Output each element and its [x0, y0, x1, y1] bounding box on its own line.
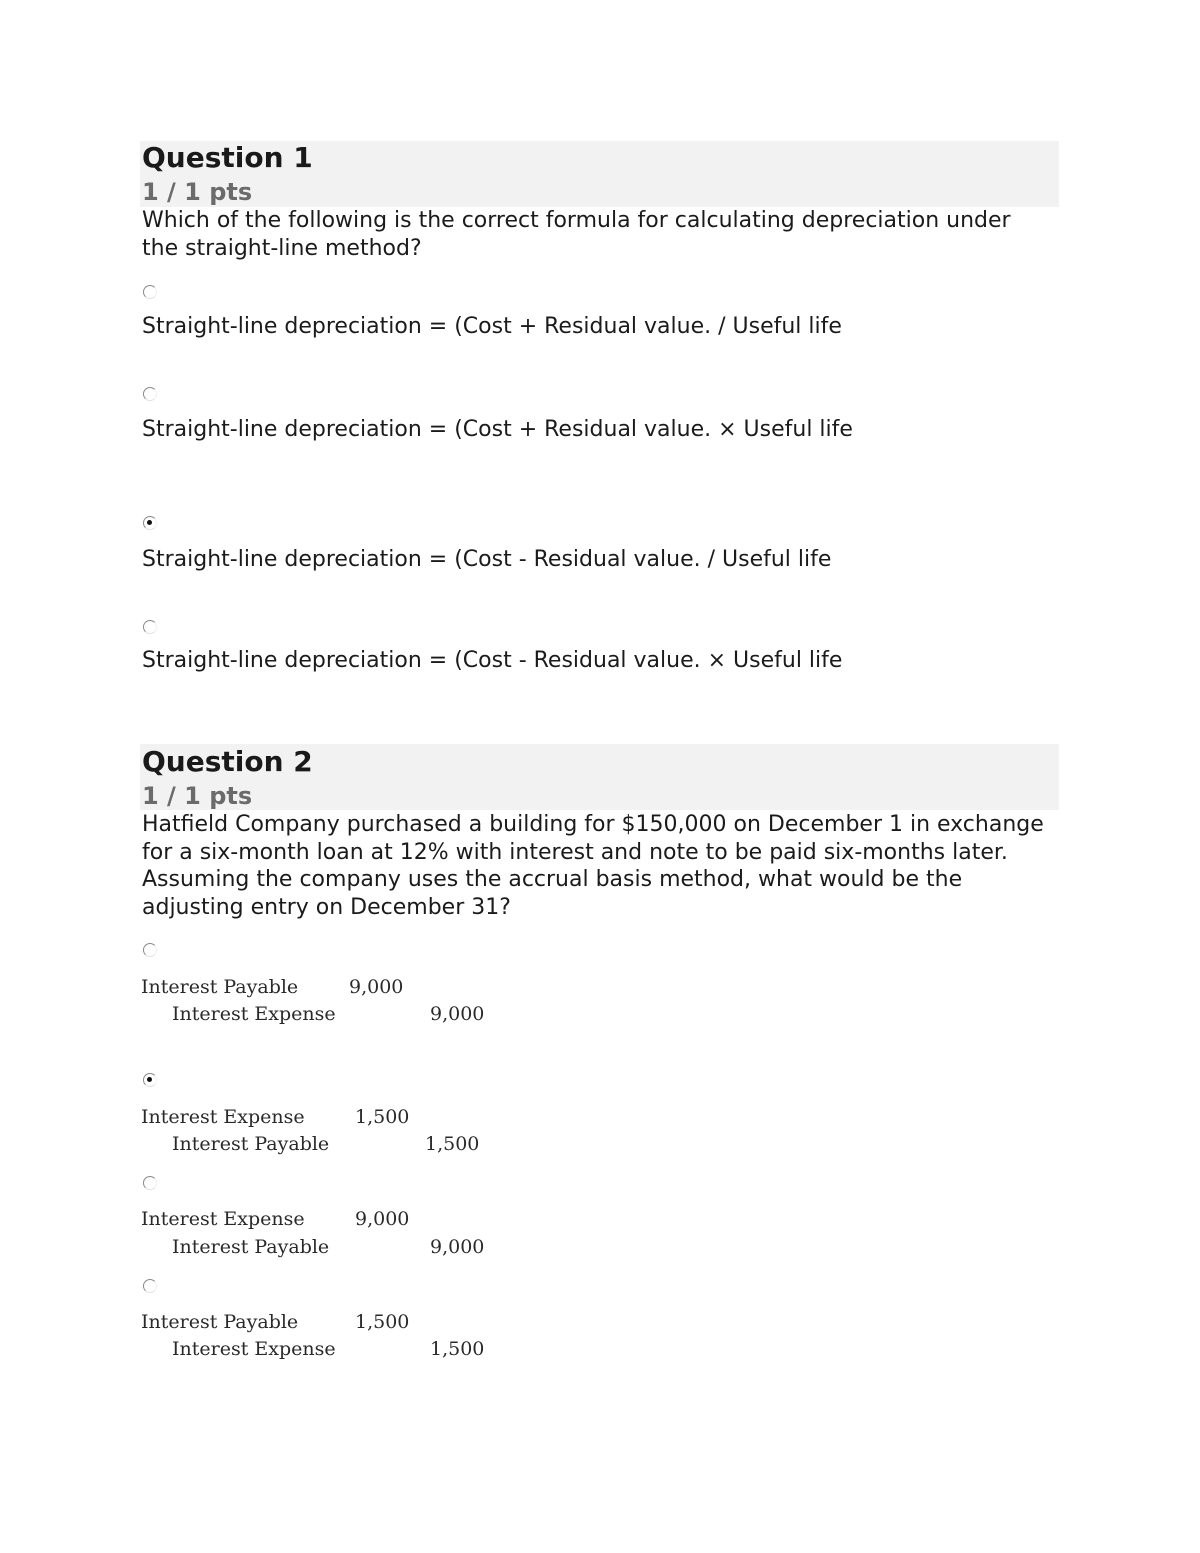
q1-option-2-text: Straight-line depreciation = (Cost + Residual value. × Useful life: [142, 417, 853, 442]
q1-option-2-radio[interactable]: [143, 387, 157, 401]
question-2-title: Question 2: [142, 745, 313, 778]
q2-option-1-credit-amount: 9,000: [430, 1003, 485, 1025]
question-2-points: 1 / 1 pts: [142, 782, 253, 810]
q2-option-2-credit-amount: 1,500: [425, 1133, 480, 1155]
q2-option-3-credit-amount: 9,000: [430, 1236, 485, 1258]
q2-option-3-debit-account: Interest Expense: [141, 1208, 305, 1230]
question-1-text: Which of the following is the correct formula for calculating depreciation under the straight-line method?: [142, 208, 1011, 261]
q2-option-4-credit-amount: 1,500: [430, 1338, 485, 1360]
q2-option-1-credit-account: Interest Expense: [172, 1003, 336, 1025]
q2-option-3-radio[interactable]: [143, 1176, 157, 1190]
q1-option-4-radio[interactable]: [143, 620, 157, 634]
q2-option-2-debit-account: Interest Expense: [141, 1106, 305, 1128]
q1-option-1-text: Straight-line depreciation = (Cost + Residual value. / Useful life: [142, 314, 842, 339]
q1-option-3-text: Straight-line depreciation = (Cost - Residual value. / Useful life: [142, 547, 832, 572]
q2-option-2-credit-account: Interest Payable: [172, 1133, 330, 1155]
q2-option-4-debit-account: Interest Payable: [141, 1311, 299, 1333]
q2-option-4-radio[interactable]: [143, 1279, 157, 1293]
question-2-text: Hatfield Company purchased a building for $150,000 on December 1 in exchange for a six-month loan at 12% with interest and note to be paid six-months later. Assuming the company uses the accrual basis method, what would be the adjusting entry on December 31?: [142, 812, 1044, 920]
q2-option-1-debit-amount: 9,000: [349, 976, 404, 998]
q2-option-2-radio[interactable]: [143, 1073, 157, 1087]
q2-option-3-credit-account: Interest Payable: [172, 1236, 330, 1258]
q2-option-4-credit-account: Interest Expense: [172, 1338, 336, 1360]
question-1-points: 1 / 1 pts: [142, 178, 253, 206]
q1-option-3-radio[interactable]: [143, 516, 157, 530]
question-1-title: Question 1: [142, 141, 313, 174]
q2-option-4-debit-amount: 1,500: [355, 1311, 410, 1333]
q2-option-1-debit-account: Interest Payable: [141, 976, 299, 998]
q2-option-3-debit-amount: 9,000: [355, 1208, 410, 1230]
q2-option-2-debit-amount: 1,500: [355, 1106, 410, 1128]
q1-option-4-text: Straight-line depreciation = (Cost - Residual value. × Useful life: [142, 648, 843, 673]
q1-option-1-radio[interactable]: [143, 285, 157, 299]
q2-option-1-radio[interactable]: [143, 943, 157, 957]
